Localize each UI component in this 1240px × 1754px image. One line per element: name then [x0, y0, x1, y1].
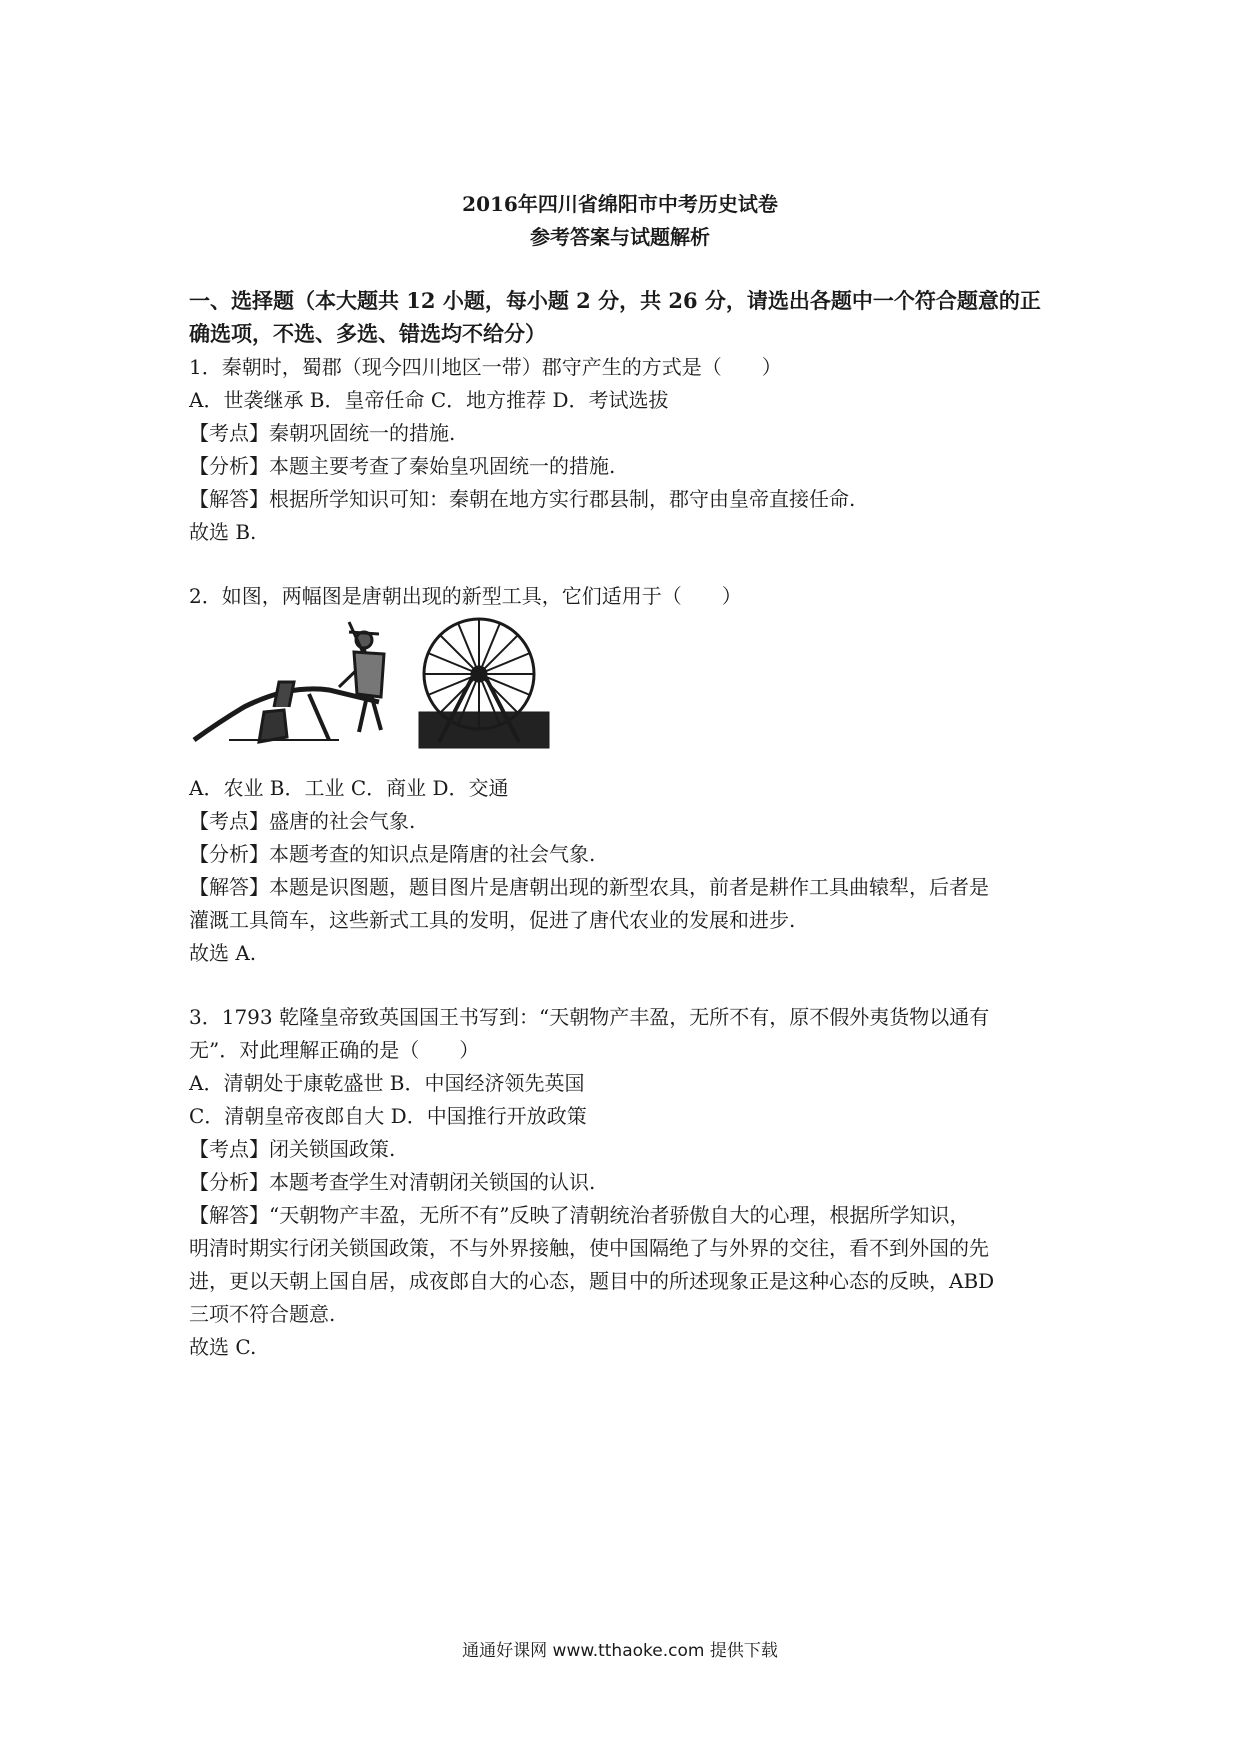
q1-fenxi	[189, 450, 615, 479]
kaodian-tag: 【考点】	[189, 809, 269, 833]
q2-jieda-text1: 本题是识图题，题目图片是唐朝出现的新型农具，前者是耕作工具曲辕犁，后者是	[269, 875, 989, 899]
q2-jieda-line1	[189, 871, 989, 900]
q3-options-line1: A．清朝处于康乾盛世 B．中国经济领先英国	[189, 1071, 585, 1095]
q3-jieda-text1: “天朝物产丰盈，无所不有”反映了清朝统治者骄傲自大的心理，根据所学知识，	[269, 1203, 970, 1227]
q2-figure	[189, 612, 579, 752]
jieda-tag: 【解答】	[189, 487, 269, 511]
q1-stem: 1．秦朝时，蜀郡（现今四川地区一带）郡守产生的方式是（ ）	[189, 355, 782, 379]
q2-fenxi-text: 本题考查的知识点是隋唐的社会气象.	[269, 842, 596, 866]
q1-kaodian-text: 秦朝巩固统一的措施.	[269, 421, 456, 445]
q2-options: A．农业 B．工业 C．商业 D．交通	[189, 776, 509, 800]
footer-credit: 通通好课网 www.tthaoke.com 提供下载	[462, 1641, 778, 1661]
q3-answer: 故选 C.	[189, 1335, 257, 1359]
section-heading-line2: 确选项，不选、多选、错选均不给分）	[189, 321, 546, 346]
q3-fenxi-text: 本题考查学生对清朝闭关锁国的认识.	[269, 1170, 596, 1194]
jieda-tag: 【解答】	[189, 875, 269, 899]
document-subtitle: 参考答案与试题解析	[530, 225, 710, 249]
fenxi-tag: 【分析】	[189, 1170, 269, 1194]
q3-jieda-line2: 明清时期实行闭关锁国政策，不与外界接触，使中国隔绝了与外界的交往，看不到外国的先	[189, 1236, 989, 1260]
q2-kaodian-text: 盛唐的社会气象.	[269, 809, 416, 833]
q2-fenxi	[189, 838, 595, 867]
q2-kaodian	[189, 805, 415, 834]
tang-tools-illustration	[189, 612, 579, 752]
q1-jieda-text: 根据所学知识可知：秦朝在地方实行郡县制，郡守由皇帝直接任命.	[269, 487, 856, 511]
q2-answer: 故选 A.	[189, 941, 257, 965]
q1-answer: 故选 B.	[189, 520, 257, 544]
jieda-tag: 【解答】	[189, 1203, 269, 1227]
q1-fenxi-text: 本题主要考查了秦始皇巩固统一的措施.	[269, 454, 616, 478]
kaodian-tag: 【考点】	[189, 1137, 269, 1161]
q3-jieda-line4: 三项不符合题意.	[189, 1302, 336, 1326]
q3-stem-line2: 无”．对此理解正确的是（ ）	[189, 1038, 480, 1062]
q3-stem-line1: 3．1793 乾隆皇帝致英国国王书写到：“天朝物产丰盈，无所不有，原不假外夷货物以通有	[189, 1005, 990, 1029]
fenxi-tag: 【分析】	[189, 842, 269, 866]
document-title: 2016年四川省绵阳市中考历史试卷	[462, 192, 778, 216]
q3-jieda-line3: 进，更以天朝上国自居，成夜郎自大的心态，题目中的所述现象正是这种心态的反映，ABD	[189, 1269, 995, 1293]
q2-jieda-line2: 灌溉工具筒车，这些新式工具的发明，促进了唐代农业的发展和进步.	[189, 908, 796, 932]
q3-kaodian-text: 闭关锁国政策.	[269, 1137, 396, 1161]
q3-options-line2: C．清朝皇帝夜郎自大 D．中国推行开放政策	[189, 1104, 587, 1128]
waterwheel-image	[419, 619, 549, 748]
q3-kaodian	[189, 1133, 395, 1162]
q1-options: A．世袭继承 B．皇帝任命 C．地方推荐 D．考试选拔	[189, 388, 669, 412]
q1-jieda	[189, 483, 855, 512]
fenxi-tag: 【分析】	[189, 454, 269, 478]
q3-fenxi	[189, 1166, 595, 1195]
q3-jieda-line1	[189, 1199, 969, 1228]
section-heading-line1: 一、选择题（本大题共 12 小题，每小题 2 分，共 26 分，请选出各题中一个符合题意的正	[189, 288, 1041, 313]
q2-stem: 2．如图，两幅图是唐朝出现的新型工具，它们适用于（ ）	[189, 584, 742, 608]
kaodian-tag: 【考点】	[189, 421, 269, 445]
curved-plow-image	[194, 622, 384, 742]
q1-kaodian	[189, 417, 455, 446]
